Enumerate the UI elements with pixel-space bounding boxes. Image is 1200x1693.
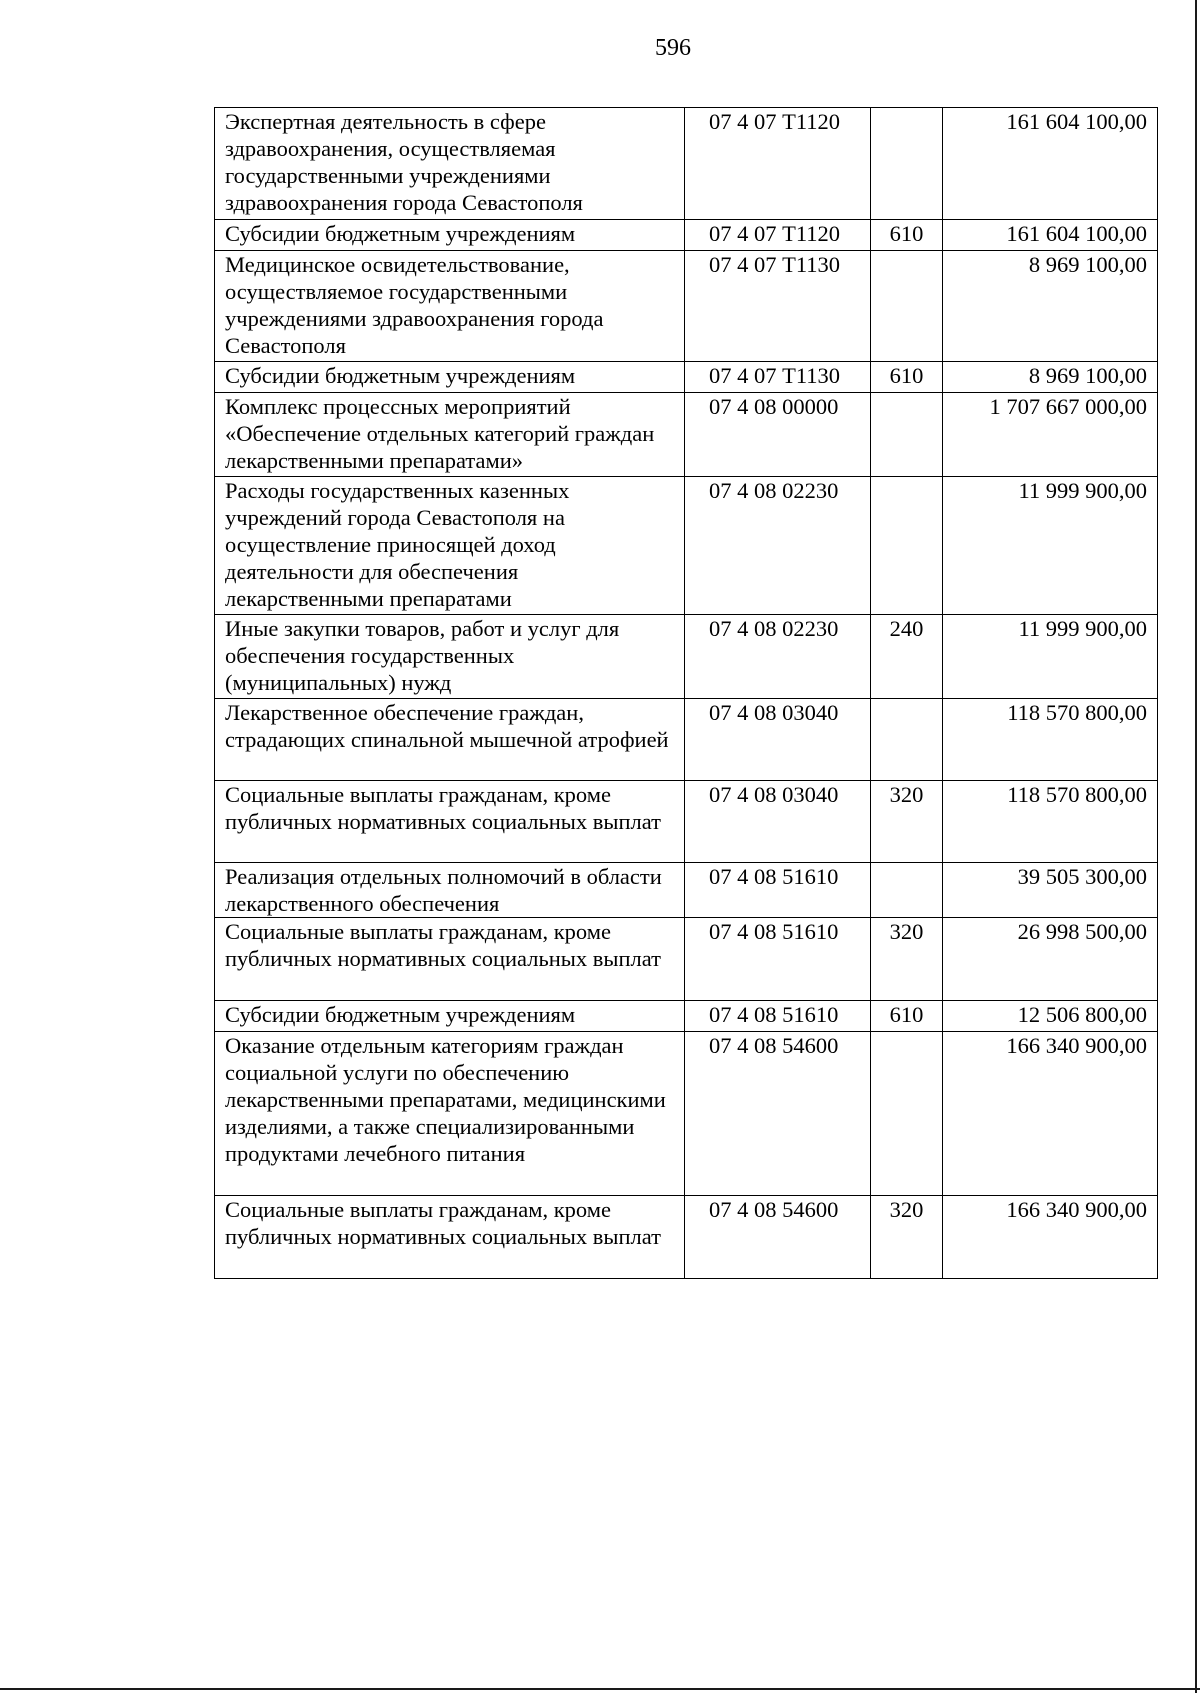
- table-row: [215, 108, 1158, 220]
- amount: 118 570 800,00: [943, 781, 1158, 863]
- table-row: [215, 477, 1158, 615]
- table-row: [215, 1032, 1158, 1196]
- scan-edge-right: [1195, 0, 1197, 1693]
- expense-type-code: [871, 1032, 943, 1196]
- expense-type-code: [871, 699, 943, 781]
- expense-type-code: [871, 251, 943, 362]
- amount: 8 969 100,00: [943, 362, 1158, 393]
- expense-name: Расходы государственных казенных учреждений города Севастополя на осуществление приносящей доход деятельности для обеспечения лекарственными препаратами: [215, 477, 685, 615]
- target-article-code: 07 4 07 Т1130: [685, 362, 871, 393]
- table-row: [215, 863, 1158, 918]
- table-row: [215, 1196, 1158, 1279]
- expense-type-code: 240: [871, 615, 943, 699]
- expense-name: Лекарственное обеспечение граждан, страдающих спинальной мышечной атрофией: [215, 699, 685, 781]
- expense-name: Медицинское освидетельствование, осуществляемое государственными учреждениями здравоохранения города Севастополя: [215, 251, 685, 362]
- amount: 118 570 800,00: [943, 699, 1158, 781]
- expense-type-code: 320: [871, 1196, 943, 1279]
- expense-type-code: 320: [871, 781, 943, 863]
- expense-name: Социальные выплаты гражданам, кроме публичных нормативных социальных выплат: [215, 781, 685, 863]
- amount: 166 340 900,00: [943, 1032, 1158, 1196]
- expense-name: Комплекс процессных мероприятий «Обеспечение отдельных категорий граждан лекарственными препаратами»: [215, 393, 685, 477]
- expense-name: Социальные выплаты гражданам, кроме публичных нормативных социальных выплат: [215, 918, 685, 1001]
- table-row: [215, 362, 1158, 393]
- target-article-code: 07 4 07 Т1130: [685, 251, 871, 362]
- table-row: [215, 220, 1158, 251]
- target-article-code: 07 4 08 03040: [685, 699, 871, 781]
- amount: 166 340 900,00: [943, 1196, 1158, 1279]
- expense-name: Субсидии бюджетным учреждениям: [215, 1001, 685, 1032]
- target-article-code: 07 4 08 54600: [685, 1196, 871, 1279]
- expense-type-code: 610: [871, 362, 943, 393]
- target-article-code: 07 4 08 00000: [685, 393, 871, 477]
- target-article-code: 07 4 08 51610: [685, 1001, 871, 1032]
- expense-type-code: 320: [871, 918, 943, 1001]
- expense-name: Экспертная деятельность в сфере здравоохранения, осуществляемая государственными учреждениями здравоохранения города Севастополя: [215, 108, 685, 220]
- expense-name: Оказание отдельным категориям граждан социальной услуги по обеспечению лекарственными препаратами, медицинскими изделиями, а также специализированными продуктами лечебного питания: [215, 1032, 685, 1196]
- target-article-code: 07 4 08 51610: [685, 863, 871, 918]
- table-row: [215, 251, 1158, 362]
- table-row: [215, 699, 1158, 781]
- target-article-code: 07 4 08 02230: [685, 615, 871, 699]
- target-article-code: 07 4 08 03040: [685, 781, 871, 863]
- target-article-code: 07 4 08 02230: [685, 477, 871, 615]
- budget-table: [214, 107, 1158, 1279]
- amount: 161 604 100,00: [943, 108, 1158, 220]
- table-row: [215, 781, 1158, 863]
- target-article-code: 07 4 07 Т1120: [685, 108, 871, 220]
- amount: 11 999 900,00: [943, 477, 1158, 615]
- scan-edge-bottom: [0, 1688, 1200, 1690]
- table-row: [215, 615, 1158, 699]
- amount: 11 999 900,00: [943, 615, 1158, 699]
- amount: 12 506 800,00: [943, 1001, 1158, 1032]
- expense-name: Субсидии бюджетным учреждениям: [215, 362, 685, 393]
- target-article-code: 07 4 08 51610: [685, 918, 871, 1001]
- amount: 39 505 300,00: [943, 863, 1158, 918]
- table-row: [215, 1001, 1158, 1032]
- amount: 161 604 100,00: [943, 220, 1158, 251]
- target-article-code: 07 4 08 54600: [685, 1032, 871, 1196]
- expense-type-code: [871, 863, 943, 918]
- page-number: 596: [655, 35, 691, 61]
- expense-type-code: 610: [871, 220, 943, 251]
- target-article-code: 07 4 07 Т1120: [685, 220, 871, 251]
- amount: 8 969 100,00: [943, 251, 1158, 362]
- expense-name: Субсидии бюджетным учреждениям: [215, 220, 685, 251]
- expense-type-code: [871, 477, 943, 615]
- expense-name: Социальные выплаты гражданам, кроме публичных нормативных социальных выплат: [215, 1196, 685, 1279]
- amount: 26 998 500,00: [943, 918, 1158, 1001]
- amount: 1 707 667 000,00: [943, 393, 1158, 477]
- table-row: [215, 918, 1158, 1001]
- expense-type-code: 610: [871, 1001, 943, 1032]
- expense-type-code: [871, 393, 943, 477]
- expense-type-code: [871, 108, 943, 220]
- expense-name: Реализация отдельных полномочий в области лекарственного обеспечения: [215, 863, 685, 918]
- table-row: [215, 393, 1158, 477]
- expense-name: Иные закупки товаров, работ и услуг для обеспечения государственных (муниципальных) нужд: [215, 615, 685, 699]
